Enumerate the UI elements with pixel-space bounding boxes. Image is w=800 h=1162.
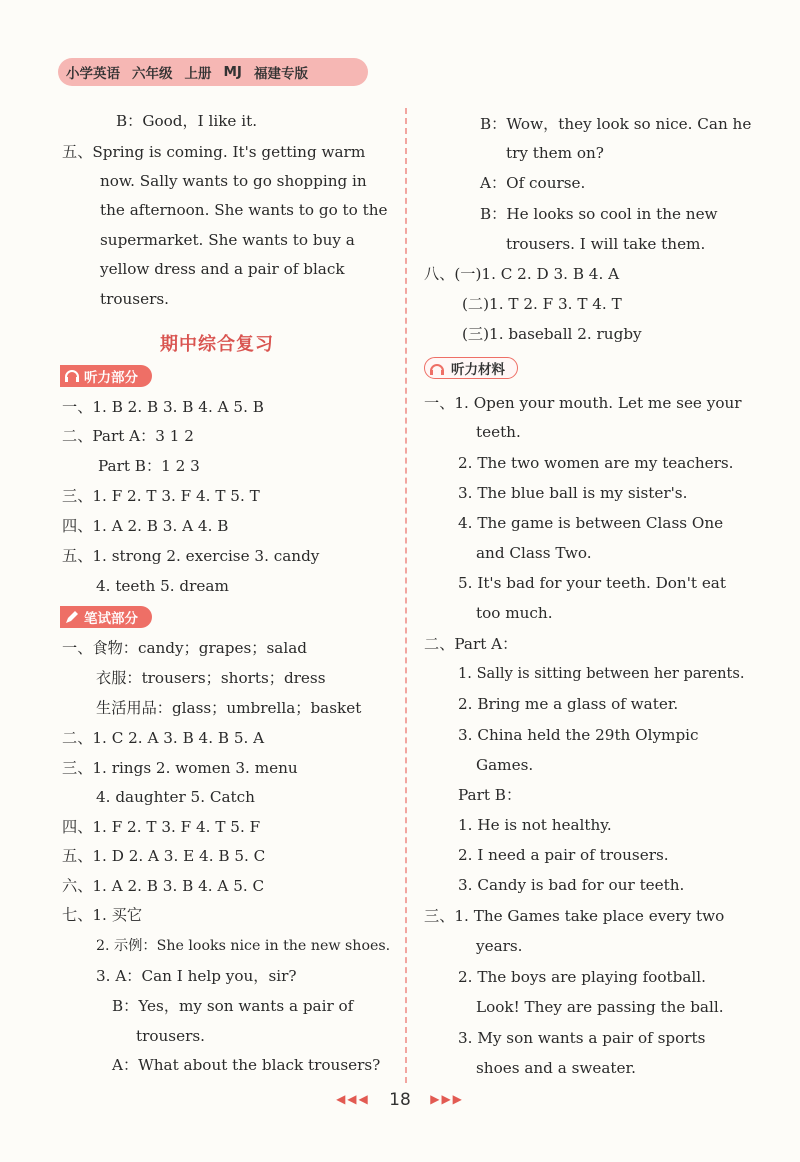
writing-section-tag	[60, 606, 152, 628]
writing-answer-line: 六、1. A 2. B 3. B 4. A 5. C	[62, 877, 265, 895]
header-volume: 上册	[184, 66, 212, 82]
material-line: 2. The boys are playing football.	[458, 968, 706, 986]
material-line: Games.	[476, 756, 534, 774]
page-footer	[0, 1090, 800, 1110]
material-line: Look! They are passing the ball.	[476, 998, 724, 1016]
material-line: 3. My son wants a pair of sports	[458, 1029, 706, 1047]
material-line: 1. Sally is sitting between her parents.	[458, 665, 745, 682]
writing-tag-label: 笔试部分	[84, 611, 138, 627]
left-intro-line: now. Sally wants to go shopping in	[100, 172, 367, 190]
header-region: 福建专版	[253, 66, 308, 82]
section-title: 期中综合复习	[160, 334, 274, 355]
left-intro-line: the afternoon. She wants to go to the	[100, 201, 388, 219]
writing-answer-line: 3. A：Can I help you，sir?	[96, 967, 297, 985]
writing-answer-line: 四、1. F 2. T 3. F 4. T 5. F	[62, 818, 261, 836]
dialog-line: try them on?	[506, 144, 604, 162]
listening-section-tag	[60, 365, 152, 387]
writing-answer-line: B：Yes，my son wants a pair of	[112, 997, 354, 1015]
left-intro-line: yellow dress and a pair of black	[100, 260, 345, 278]
material-line: 三、1. The Games take place every two	[424, 907, 725, 925]
material-line: 2. I need a pair of trousers.	[458, 846, 669, 864]
left-intro-line: 五、Spring is coming. It's getting warm	[62, 143, 366, 161]
section-eight-line: (二)1. T 2. F 3. T 4. T	[462, 295, 622, 313]
writing-answer-line: A：What about the black trousers?	[112, 1056, 381, 1074]
left-intro-line: B：Good，I like it.	[116, 112, 258, 130]
left-intro-line: trousers.	[100, 290, 169, 308]
material-line: 3. Candy is bad for our teeth.	[458, 876, 685, 894]
listening-answer-line: 三、1. F 2. T 3. F 4. T 5. T	[62, 487, 260, 505]
dialog-line: B：He looks so cool in the new	[480, 205, 718, 223]
header-subject: 小学英语	[66, 66, 120, 82]
column-divider	[405, 108, 407, 1083]
section-eight-line: 八、(一)1. C 2. D 3. B 4. A	[424, 265, 620, 283]
page-number: 18	[389, 1090, 411, 1110]
material-line: 5. It's bad for your teeth. Don't eat	[458, 574, 726, 592]
left-intro-line: supermarket. She wants to buy a	[100, 231, 355, 249]
listening-answer-line: 四、1. A 2. B 3. A 4. B	[62, 517, 229, 535]
listening-answer-line: 二、Part A：3 1 2	[62, 427, 194, 445]
material-line: 2. The two women are my teachers.	[458, 454, 734, 472]
headphones-icon	[427, 359, 447, 379]
material-line: teeth.	[476, 423, 521, 441]
material-line: 3. The blue ball is my sister's.	[458, 484, 688, 502]
material-line: and Class Two.	[476, 544, 592, 562]
headphones-icon	[62, 366, 82, 386]
material-line: years.	[476, 937, 523, 955]
listening-material-tag	[424, 357, 518, 379]
page-header-band	[58, 58, 368, 86]
writing-answer-line: 七、1. 买它	[62, 906, 143, 924]
writing-answer-line: 生活用品：glass；umbrella；basket	[96, 699, 362, 717]
writing-answer-line: 2. 示例：She looks nice in the new shoes.	[96, 938, 391, 954]
material-line: too much.	[476, 604, 553, 622]
section-eight-line: (三)1. baseball 2. rugby	[462, 325, 642, 343]
dialog-line: B：Wow，they look so nice. Can he	[480, 115, 752, 133]
listening-answer-line: 一、1. B 2. B 3. B 4. A 5. B	[62, 398, 264, 416]
listening-answer-line: 4. teeth 5. dream	[96, 577, 229, 595]
right-arrows-icon: ▶▶▶	[430, 1092, 464, 1106]
listening-tag-label: 听力部分	[84, 370, 138, 386]
material-line: 2. Bring me a glass of water.	[458, 695, 679, 713]
writing-answer-line: 二、1. C 2. A 3. B 4. B 5. A	[62, 729, 265, 747]
material-line: 3. China held the 29th Olympic	[458, 726, 699, 744]
material-line: shoes and a sweater.	[476, 1059, 636, 1077]
writing-answer-line: 衣服：trousers；shorts；dress	[96, 669, 326, 687]
left-arrows-icon: ◀◀◀	[336, 1092, 370, 1106]
writing-answer-line: 一、食物：candy；grapes；salad	[62, 639, 307, 657]
writing-answer-line: 三、1. rings 2. women 3. menu	[62, 759, 298, 777]
pen-icon	[62, 607, 82, 627]
header-grade: 六年级	[132, 66, 173, 82]
header-edition: MJ	[223, 64, 242, 80]
listening-answer-line: 五、1. strong 2. exercise 3. candy	[62, 547, 320, 565]
listening-answer-line: Part B：1 2 3	[98, 457, 200, 475]
writing-answer-line: trousers.	[136, 1027, 205, 1045]
writing-answer-line: 五、1. D 2. A 3. E 4. B 5. C	[62, 847, 266, 865]
material-line: 1. He is not healthy.	[458, 816, 612, 834]
material-line: 4. The game is between Class One	[458, 514, 724, 532]
dialog-line: trousers. I will take them.	[506, 235, 706, 253]
material-line: Part B：	[458, 786, 522, 804]
material-line: 二、Part A：	[424, 635, 518, 653]
material-line: 一、1. Open your mouth. Let me see your	[424, 394, 742, 412]
writing-answer-line: 4. daughter 5. Catch	[96, 788, 255, 806]
material-tag-label: 听力材料	[451, 362, 505, 378]
dialog-line: A：Of course.	[480, 174, 586, 192]
